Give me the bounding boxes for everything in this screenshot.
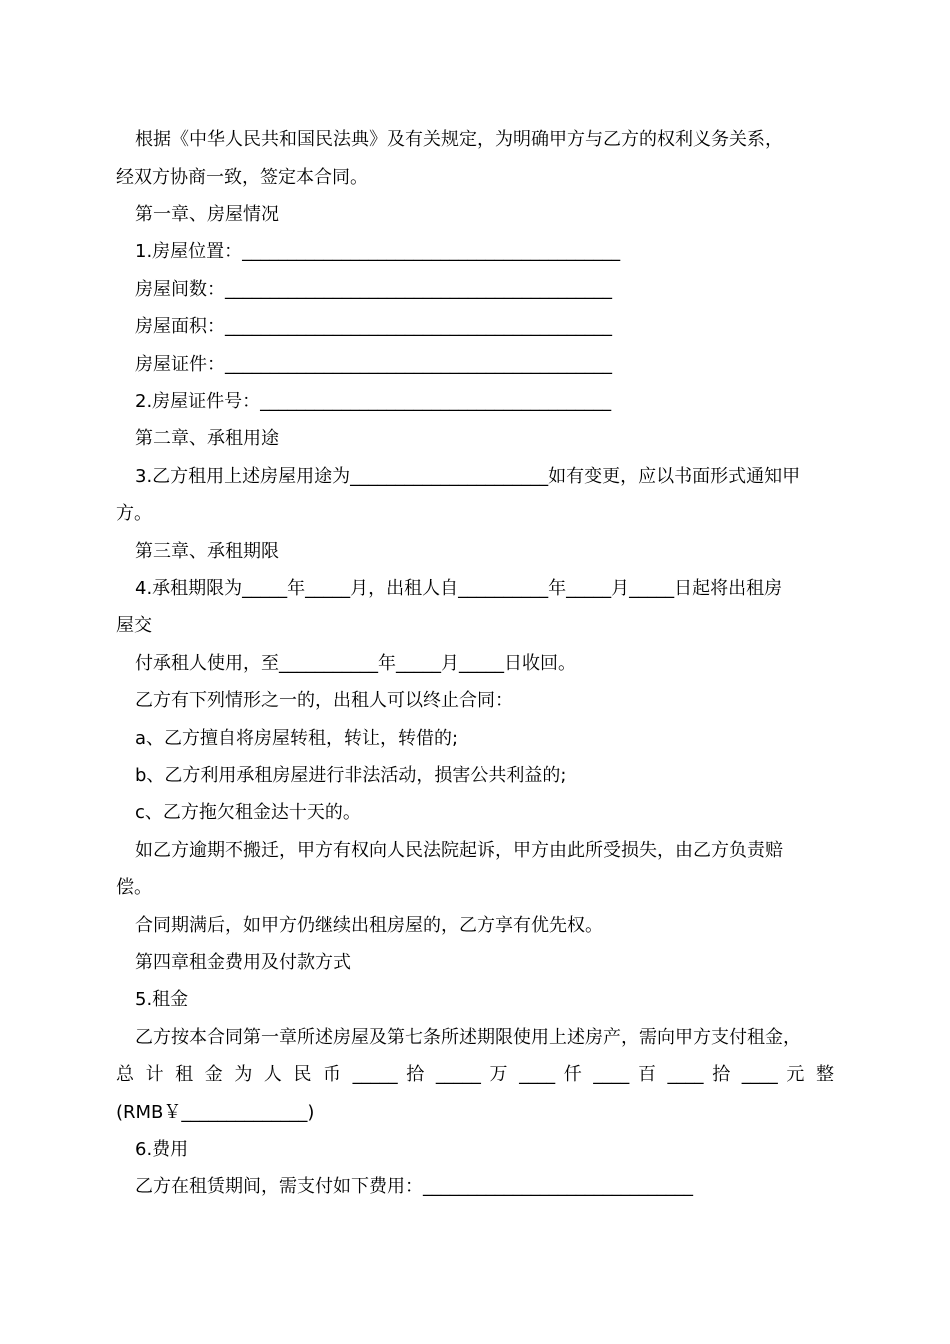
fees-clause: 乙方在租赁期间，需支付如下费用：______________________________: [135, 1176, 693, 1197]
chapter-4-heading: 第四章租金费用及付款方式: [135, 952, 351, 973]
house-certificate-field: 房屋证件：___________________________________________: [135, 354, 612, 375]
termination-intro: 乙方有下列情形之一的，出租人可以终止合同：: [135, 690, 513, 711]
house-location-field: 1.房屋位置：__________________________________________: [135, 241, 621, 262]
termination-item-b: b、乙方利用承租房屋进行非法活动，损害公共利益的;: [135, 765, 567, 786]
chapter-2-heading: 第二章、承租用途: [135, 428, 279, 449]
overstay-clause-line-2: 偿。: [116, 877, 152, 898]
chapter-1-heading: 第一章、房屋情况: [135, 204, 279, 225]
intro-paragraph-line-1: 根据《中华人民共和国民法典》及有关规定，为明确甲方与乙方的权利义务关系，: [135, 129, 783, 150]
termination-item-a: a、乙方擅自将房屋转租，转让，转借的;: [135, 728, 459, 749]
usage-clause-line-2: 方。: [116, 503, 152, 524]
rent-rmb-amount-field: (RMB￥______________): [116, 1102, 315, 1123]
renewal-priority-clause: 合同期满后，如甲方仍继续出租房屋的，乙方享有优先权。: [135, 915, 603, 936]
fees-subheading: 6.费用: [135, 1139, 189, 1160]
house-area-field: 房屋面积：___________________________________________: [135, 316, 612, 337]
chapter-3-heading: 第三章、承租期限: [135, 541, 279, 562]
rent-subheading: 5.租金: [135, 989, 189, 1010]
rent-clause-line-1: 乙方按本合同第一章所述房屋及第七条所述期限使用上述房产，需向甲方支付租金，: [135, 1027, 801, 1048]
overstay-clause-line-1: 如乙方逾期不搬迁，甲方有权向人民法院起诉，甲方由此所受损失，由乙方负责赔: [135, 840, 783, 861]
usage-clause-line-1: 3.乙方租用上述房屋用途为______________________如有变更，应以书面形式通知甲: [135, 466, 801, 487]
rent-total-amount-line: 总 计 租 金 为 人 民 币 _____ 拾 _____ 万 ____ 仟 ____ 百 ____ 拾 ____ 元 整: [116, 1064, 834, 1085]
term-clause-line-3: 付承租人使用，至___________年_____月_____日收回。: [135, 653, 576, 674]
intro-paragraph-line-2: 经双方协商一致，签定本合同。: [116, 167, 368, 188]
termination-item-c: c、乙方拖欠租金达十天的。: [135, 802, 361, 823]
room-count-field: 房屋间数：___________________________________________: [135, 279, 612, 300]
term-clause-line-2: 屋交: [116, 615, 152, 636]
term-clause-line-1: 4.承租期限为_____年_____月，出租人自__________年_____月_____日起将出租房: [135, 578, 783, 599]
certificate-number-field: 2.房屋证件号：_______________________________________: [135, 391, 612, 412]
